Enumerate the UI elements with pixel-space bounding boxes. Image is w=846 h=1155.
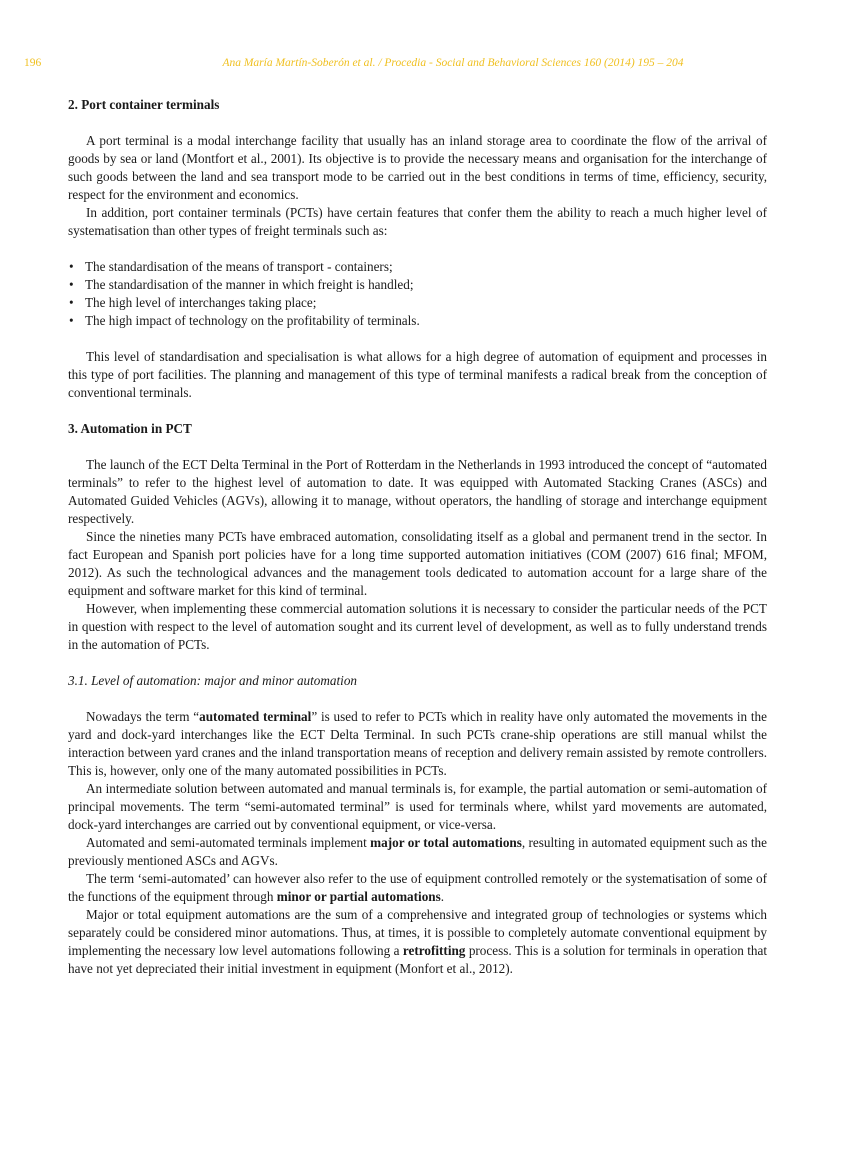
section-3-heading: 3. Automation in PCT — [68, 421, 192, 436]
running-title: Ana María Martín-Soberón et al. / Procedia - Social and Behavioral Sciences 160 (2014) 195 – 204 — [222, 57, 684, 69]
emphasis-automated-terminal: automated terminal — [199, 709, 312, 724]
article-body — [68, 96, 767, 978]
list-item: • The high impact of technology on the profitability of terminals. — [68, 312, 767, 330]
section-2-heading: 2. Port container terminals — [68, 97, 220, 112]
section-3-paragraph-1: The launch of the ECT Delta Terminal in the Port of Rotterdam in the Netherlands in 1993 introduced the concept of “automated terminals” to refer to the highest level of automation to date. It was equipped with Automated Stacking Cranes (ASCs) and Automated Guided Vehicles (AGVs), allowing it to manage, without operators, the handling of storage and interchange equipment respectively. — [68, 457, 767, 526]
section-3-1-paragraph-1: Nowadays the term “automated terminal” is used to refer to PCTs which in reality have only automated the movements in the yard and dock-yard interchanges like the ECT Delta Terminal. In such PCTs crane-ship operations are still manual whilst the interaction between yard cranes and the inland transportation means of reception and delivery remain assisted by remote controllers. This is, however, only one of the many automated possibilities in PCTs. — [68, 709, 767, 778]
section-3-paragraph-2: Since the nineties many PCTs have embraced automation, consolidating itself as a global and permanent trend in the sector. In fact European and Spanish port policies have for a long time supported automation initiatives (COM (2007) 616 final; MFOM, 2012). As such the technological advances and the management tools dedicated to automation account for a large share of the equipment and software market for this kind of terminal. — [68, 529, 767, 598]
list-item: • The standardisation of the means of transport - containers; — [68, 258, 767, 276]
section-3-1-paragraph-4: The term ‘semi-automated’ can however also refer to the use of equipment controlled remotely or the systematisation of some of the functions of the equipment through minor or partial automations. — [68, 871, 767, 904]
section-3-paragraph-3: However, when implementing these commercial automation solutions it is necessary to consider the particular needs of the PCT in question with respect to the level of automation sought and its current level of development, as well as to fully understand trends in the automation of PCTs. — [68, 601, 767, 652]
section-2-paragraph-2: In addition, port container terminals (PCTs) have certain features that confer them the ability to reach a much higher level of systematisation than other types of freight terminals such as: — [68, 205, 767, 238]
section-3-1-heading: 3.1. Level of automation: major and minor automation — [68, 673, 358, 688]
section-3-1-paragraph-2: An intermediate solution between automated and manual terminals is, for example, the partial automation or semi-automation of principal movements. The term “semi-automated terminal” is used for terminals where, whilst yard movements are automated, dock-yard interchanges are carried out by conventional equipment, or vice-versa. — [68, 781, 767, 832]
list-item: • The standardisation of the manner in which freight is handled; — [68, 276, 767, 294]
emphasis-retrofitting: retrofitting — [402, 943, 466, 958]
section-2-paragraph-3: This level of standardisation and specialisation is what allows for a high degree of automation of equipment and processes in this type of port facilities. The planning and management of this type of terminal manifests a radical break from the conception of conventional terminals. — [68, 349, 767, 400]
section-2-paragraph-1: A port terminal is a modal interchange facility that usually has an inland storage area to coordinate the flow of the arrival of goods by sea or land (Montfort et al., 2001). Its objective is to provide the necessary means and organisation for the interchange of such goods between the land and sea transport mode to be carried out in the best conditions in terms of time, efficiency, security, respect for the environment and economics. — [68, 133, 767, 202]
running-header — [24, 57, 822, 73]
emphasis-minor-automations: minor or partial automations — [276, 889, 441, 904]
list-item: • The high level of interchanges taking place; — [68, 294, 767, 312]
features-list — [68, 258, 767, 330]
page-number: 196 — [24, 57, 42, 69]
section-3-1-paragraph-5: Major or total equipment automations are the sum of a comprehensive and integrated group of technologies or systems which separately could be considered minor automations. Thus, at times, it is possible to completely automate conventional equipment by implementing the necessary low level automations following a retrofitting process. This is a solution for terminals in operation that have not yet depreciated their initial investment in equipment (Monfort et al., 2012). — [68, 907, 767, 976]
emphasis-major-automations: major or total automations — [370, 835, 522, 850]
section-3-1-paragraph-3: Automated and semi-automated terminals implement major or total automations, resulting in automated equipment such as the previously mentioned ASCs and AGVs. — [68, 835, 767, 868]
